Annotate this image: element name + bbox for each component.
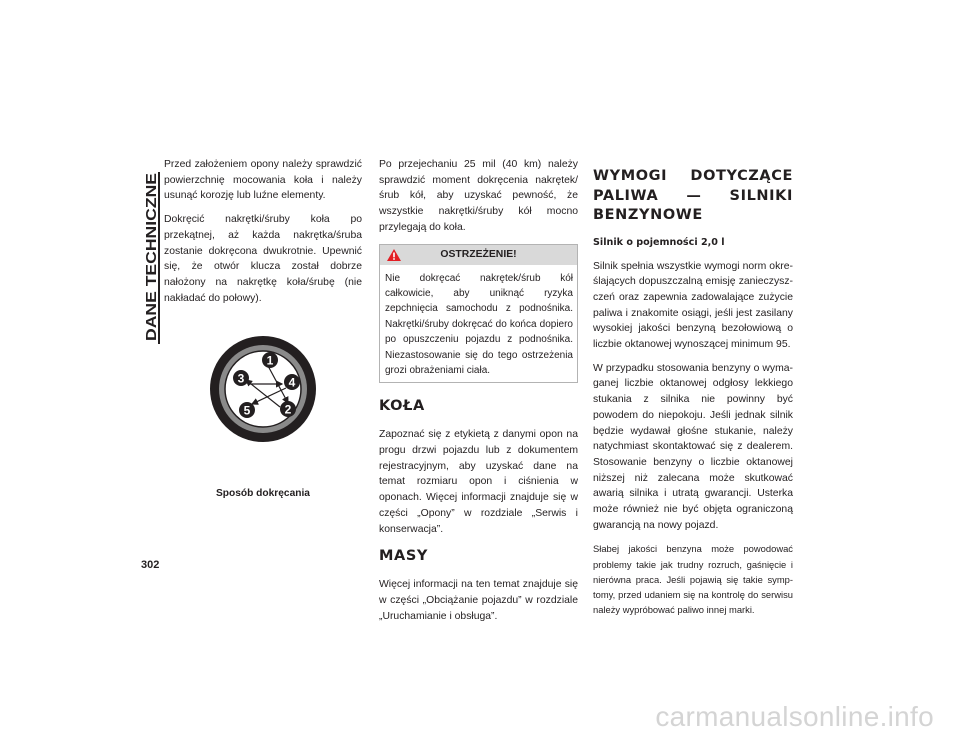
page-number: 302	[141, 559, 160, 571]
torque-check-paragraph: Po przejechaniu 25 mil (40 km) należy sprawdzić moment dokręcenia nakrętek/śrub kół, aby uzyskać pewność, że wszystkie nakrętki/śruby kół mocno przylegają do koła.	[379, 159, 578, 233]
kola-paragraph: Zapoznać się z etykietą z danymi opon na progu drzwi pojazdu lub z dokumentem rejestracyjnym, aby uzyskać dane na temat rozmiaru opon i ciśnienia w oponach. Więcej informacji znajduje się w części „Opony” w rozdziale „Serwis i konserwacja”.	[379, 429, 578, 535]
wheel-diagram	[164, 330, 362, 480]
masy-heading: MASY	[379, 548, 428, 565]
warning-header	[380, 245, 577, 265]
tightening-figure	[164, 330, 362, 499]
figure-caption: Sposób dokręcania	[216, 488, 310, 499]
lug-5-number: 5	[243, 403, 251, 418]
mounting-surface-paragraph: Przed założeniem opony należy sprawdzić powierzchnię mocowania koła i należy usunąć korozję lub luźne elementy.	[164, 159, 362, 202]
lug-2	[280, 401, 296, 417]
side-divider	[158, 172, 160, 344]
column-1	[164, 157, 362, 314]
lug-3	[233, 370, 249, 386]
masy-paragraph: Więcej informacji na ten temat znajduje się w części „Obciążanie pojazdu” w rozdziale „Uruchamianie i obsługa”.	[379, 579, 578, 622]
lug-4-number: 4	[288, 375, 296, 390]
watermark: carmanualsonline.info	[655, 701, 934, 732]
fuel-requirements-heading: WYMOGI DOTYCZĄCE PALIWA — SILNIKI BENZYNOWE	[593, 168, 793, 223]
warning-title: OSTRZEŻENIE!	[440, 248, 517, 260]
lug-2-number: 2	[284, 402, 292, 417]
fuel-paragraph-1: Silnik spełnia wszystkie wymogi norm określających dopuszczalną emisję zanieczyszczeń oraz zapewnia zadowalające zużycie paliwa i znakomite osiągi, jeśli jest zasilany wysokiej jakości benzyną bezołowiową o liczbie oktanowej wynoszącej minimum 95.	[593, 260, 793, 351]
warning-box	[379, 244, 578, 384]
wheel-illustration	[208, 334, 318, 444]
lug-1	[262, 352, 278, 368]
warning-text: Nie dokręcać nakrętek/śrub kół całkowicie, aby uniknąć ryzyka zepchnięcia samochodu z podnośnika. Nakrętki/śruby dokręcać do końca dopiero po opuszczeniu pojazdu z podnośnika. Niezastosowanie się do tego ostrzeżenia grozi obrażeniami ciała.	[385, 272, 573, 376]
lug-3-number: 3	[237, 371, 245, 386]
engine-subheading: Silnik o pojemności 2,0 l	[593, 236, 725, 248]
fuel-note: Słabej jakości benzyna może powodować problemy takie jak trudny rozruch, gaśnięcie i nierówna praca. Jeśli pojawią się takie symptomy, przed udaniem się na kontrolę do serwisu należy wypróbować paliwo innej marki.	[593, 543, 793, 616]
section-side-tab-label: DANE TECHNICZNE	[143, 197, 160, 341]
tightening-paragraph: Dokręcić nakrętki/śruby koła po przekątnej, aż każda nakrętka/śruba zostanie dokręcona dwukrotnie. Upewnić się, że otwór klucza został dobrze nałożony na nakrętkę koła/śrubę (nie nakładać do połowy).	[164, 214, 362, 304]
lug-5	[239, 402, 255, 418]
lug-1-number: 1	[266, 353, 274, 368]
lug-4	[284, 374, 300, 390]
kola-heading: KOŁA	[379, 398, 425, 415]
warning-triangle-icon	[386, 248, 402, 270]
fuel-paragraph-2: W przypadku stosowania benzyny o wymaganej liczbie oktanowej odgłosy lekkiego stukania z silnika nie powinny być powodem do niepokoju. Jeśli jednak silnik będzie wydawał głośne stukanie, należy natychmiast skontaktować się z dealerem. Stosowanie benzyny o liczbie oktanowej niższej niż zalecana może skutkować awarią silnika i utratą gwarancji. Usterka może również nie być objęta ograniczoną gwarancją na nowy pojazd.	[593, 362, 793, 531]
column-3	[593, 157, 793, 625]
column-2	[379, 157, 578, 632]
